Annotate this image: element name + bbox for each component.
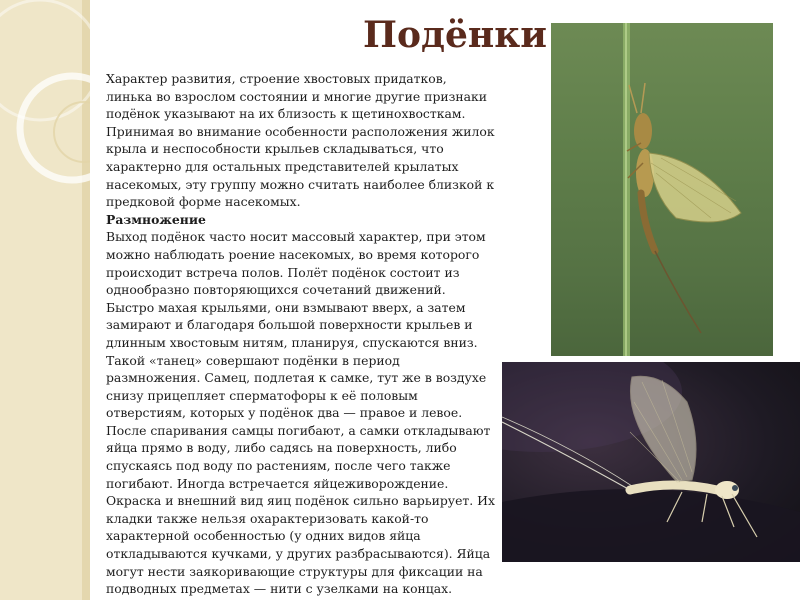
mayfly-photo-on-grass [551,23,773,356]
decorative-circles-icon [0,0,90,600]
page-title: Подёнки [363,14,547,56]
paragraph-reproduction: Выход подёнок часто носит массовый характер, при этом можно наблюдать роение насекомых, во время которого происходит встреча полов. Полёт подёнок состоит из однообразно повторяющихся сочетаний движений. Быстро махая крыльями, они взмывают вверх, а затем замирают и благодаря большой поверхности крыльев и длинным хвостовым нитям, планируя, спускаются вниз. Такой «танец» совершают подёнки в период размножения. Самец, подлетая к самке, тут же в воздухе снизу прицепляет сперматофоры к её половым отверстиям, которых у подёнок два — правое и левое. После спаривания самцы погибают, а самки откладывают яйца прямо в воду, либо садясь на поверхность, либо спускаясь под воду по растениям, после чего также погибают. Иногда встречается яйцеживорождение. [106,229,491,491]
mayfly-photo-dark-background [502,362,800,562]
decorative-side-band [0,0,90,600]
body-text [106,70,496,598]
mayfly-on-stem-icon [551,23,773,356]
mayfly-side-view-icon [502,362,800,562]
paragraph-eggs: Окраска и внешний вид яиц подёнок сильно варьирует. Их кладки также нельзя охарактеризовать какой-то характерной особенностью (у одних видов яйца откладываются кучками, у других разбрасываются). Яйца могут нести заякоривающие структуры для фиксации на подводных предметах — нити с узелками на концах. [106,493,495,597]
paragraph-intro: Характер развития, строение хвостовых придатков, линька во взрослом состоянии и многие другие признаки подёнок указывают на их близость к щетинохвосткам. Принимая во внимание особенности расположения жилок крыла и неспособности крыльев складываться, что характерно для остальных представителей крылатых насекомых, эту группу можно считать наиболее близкой к предковой форме насекомых. [106,71,495,210]
section-heading-reproduction: Размножение [106,211,206,227]
